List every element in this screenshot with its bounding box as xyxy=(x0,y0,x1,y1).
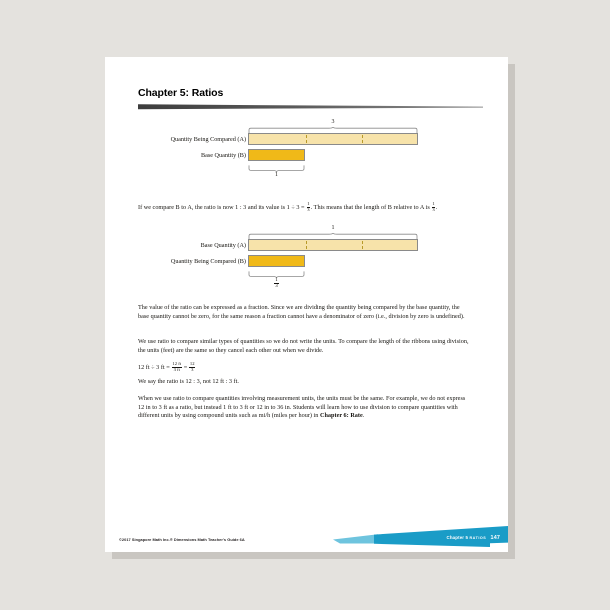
paragraph-ratio-statement: We say the ratio is 12 : 3, not 12 ft : 3 ft. xyxy=(138,378,239,385)
fraction-12-over-3 xyxy=(189,362,195,372)
fraction-denominator: 3 xyxy=(307,206,310,212)
diagram-1-label-a: Quantity Being Compared (A) xyxy=(170,136,246,143)
page-title: Chapter 5: Ratios xyxy=(138,87,224,99)
division-equation xyxy=(138,362,338,373)
table-row xyxy=(138,255,483,268)
fraction-numerator: 1 xyxy=(432,201,435,206)
para-5-chapter-reference: Chapter 6: Rate xyxy=(319,412,363,420)
paragraph-compare-b-to-a xyxy=(138,202,461,213)
footer-banner-section: RATIOS xyxy=(469,536,487,540)
segment-divider xyxy=(306,241,307,249)
fraction-12ft-over-3ft xyxy=(172,362,182,372)
diagram-1-bar-b xyxy=(248,149,305,161)
table-row xyxy=(138,239,483,252)
bar-model-diagram-2 xyxy=(138,225,483,289)
paragraph-measurement-units xyxy=(138,395,469,421)
page-footer xyxy=(105,522,508,552)
fraction-numerator: 1 xyxy=(275,278,278,283)
diagram-2-bottom-brace-fraction xyxy=(248,278,305,290)
fraction-denominator: 3 xyxy=(432,206,435,212)
document-page xyxy=(105,57,508,552)
fraction-denominator: 3 ft xyxy=(173,366,180,372)
diagram-1-top-brace-label: 3 xyxy=(331,119,335,125)
segment-divider xyxy=(306,135,307,143)
segment-divider xyxy=(362,241,363,249)
fraction-denominator: 3 xyxy=(275,284,278,290)
fraction-one-third xyxy=(432,202,436,212)
diagram-2-bottom-brace xyxy=(248,271,305,278)
footer-page-number: 147 xyxy=(490,535,500,541)
diagram-2-bar-b xyxy=(248,255,305,267)
diagram-2-bar-a xyxy=(248,239,418,251)
bar-model-diagram-1 xyxy=(138,119,483,179)
fraction-numerator: 1 xyxy=(307,201,310,206)
diagram-2-label-b: Quantity Being Compared (B) xyxy=(170,258,246,265)
fraction-numerator: 12 xyxy=(189,361,195,366)
paragraph-units-cancel: We use ratio to compare similar types of quantities so we do not write the units. To compare the length of the ribbons using division, the units (feet) are the same so they cancel each other out when we divide. xyxy=(138,338,469,354)
diagram-1-bottom-brace xyxy=(248,165,305,172)
table-row xyxy=(138,149,483,162)
header-rule-divider xyxy=(138,104,483,110)
diagram-1-bar-a xyxy=(248,133,418,145)
para-1-text-1: If we compare B to A, the ratio is now 1 : 3 and its value is 1 ÷ 3 = xyxy=(138,204,307,212)
fraction-one-third xyxy=(307,202,311,212)
diagram-1-bottom-brace-label: 1 xyxy=(275,172,278,178)
chapter-header xyxy=(138,87,483,110)
segment-divider xyxy=(362,135,363,143)
para-1-text-3: . xyxy=(435,204,438,212)
equation-equals: = xyxy=(182,364,189,372)
equation-prefix: 12 ft ÷ 3 ft = xyxy=(138,364,172,372)
diagram-1-label-b: Base Quantity (B) xyxy=(200,152,246,159)
para-1-text-2: . This means that the length of B relative to A is xyxy=(310,204,432,212)
table-row xyxy=(138,133,483,146)
para-5-text-2: . xyxy=(362,412,365,420)
para-5-text-1: When we use ratio to compare quantities involving measurement units, the units must be the same. For example, we do not express 12 in to 3 ft as a ratio, but instead 1 ft to 3 ft or 12 in to 36 in. Students will learn how to use division to compare quantities with different units by using compound units such as mi/h (miles per hour) in xyxy=(138,395,466,420)
footer-copyright: ©2017 Singapore Math Inc.® Dimensions Math Teacher's Guide 6A xyxy=(119,537,245,542)
footer-banner-text xyxy=(447,535,500,541)
fraction-one-third xyxy=(274,278,279,290)
fraction-numerator: 12 ft xyxy=(172,361,182,366)
paragraph-ratio-as-fraction: The value of the ratio can be expressed as a fraction. Since we are dividing the quantity being compared by the base quantity, the base quantity cannot be zero, for the same reason a fraction cannot have a denominator of zero (i.e., division by zero is undefined). xyxy=(138,304,465,320)
footer-banner-chapter: Chapter 5 xyxy=(446,535,469,540)
diagram-2-label-a: Base Quantity (A) xyxy=(200,242,246,249)
diagram-2-top-brace-label: 1 xyxy=(331,225,335,231)
fraction-denominator: 3 xyxy=(191,366,194,372)
